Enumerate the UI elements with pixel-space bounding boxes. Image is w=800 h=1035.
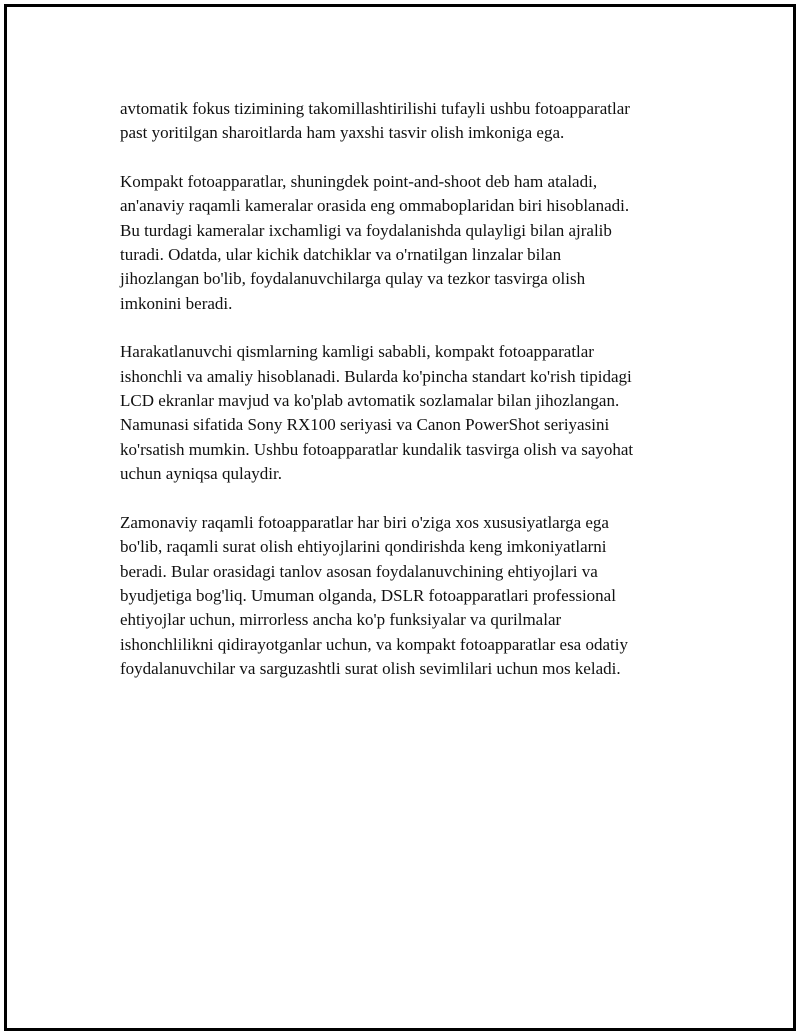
page-frame [4,4,796,1031]
paragraph-reliability: Harakatlanuvchi qismlarning kamligi sababli, kompakt fotoapparatlar ishonchli va amaliy hisoblanadi. Bularda ko'pincha standart ko'rish tipidagi LCD ekranlar mavjud va ko'plab avtomatik sozlamalar bilan jihozlangan. Namunasi sifatida Sony RX100 seriyasi va Canon PowerShot seriyasini ko'rsatish mumkin. Ushbu fotoapparatlar kundalik tasvirga olish va sayohat uchun ayniqsa qulaydir. [120,342,634,484]
paragraph-compact-cameras: Kompakt fotoapparatlar, shuningdek point-and-shoot deb ham ataladi, an'anaviy raqamli kameralar orasida eng ommaboplaridan biri hisoblanadi. Bu turdagi kameralar ixchamligi va foydalanishda qulayligi bilan ajralib turadi. Odatda, ular kichik datchiklar va o'rnatilgan linzalar bilan jihozlangan bo'lib, foydalanuvchilarga qulay va tezkor tasvirga olish imkonini beradi. [120,171,630,313]
paragraph-autofocus: avtomatik fokus tizimining takomillashtirilishi tufayli ushbu fotoapparatlar past yoritilgan sharoitlarda ham yaxshi tasvir olish imkoniga ega. [120,99,630,143]
document-body [120,97,700,706]
paragraph-conclusion: Zamonaviy raqamli fotoapparatlar har biri o'ziga xos xususiyatlarga ega bo'lib, raqamli surat olish ehtiyojlarini qondirishda keng imkoniyatlarni beradi. Bular orasidagi tanlov asosan foydalanuvchining ehtiyojlari va byudjetiga bog'liq. Umuman olganda, DSLR fotoapparatlari professional ehtiyojlar uchun, mirrorless ancha ko'p funksiyalar va qurilmalar ishonchlilikni qidirayotganlar uchun, va kompakt fotoapparatlar esa odatiy foydalanuvchilar va sarguzashtli surat olish sevimlilari uchun mos keladi. [120,512,628,679]
